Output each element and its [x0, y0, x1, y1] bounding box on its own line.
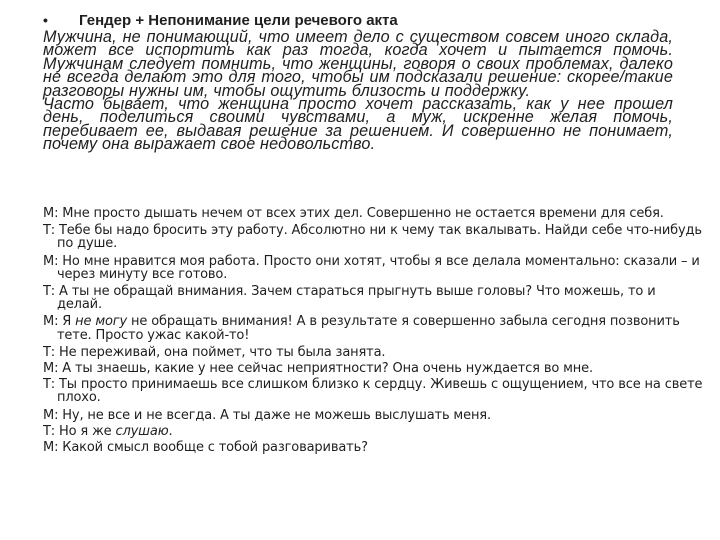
dialogue-line-4: Т: А ты не обращай внимания. Зачем стараться прыгнуть выше головы? Что можешь, то и делай. — [43, 284, 656, 313]
dialogue-line-3: М: Но мне нравится моя работа. Просто они хотят, чтобы я все делала моментально: сказали – и через минуту все готово. — [43, 253, 700, 282]
slide-heading — [43, 12, 398, 29]
dialogue-line-6: Т: Не переживай, она поймет, что ты была занята. — [43, 344, 386, 360]
dialogue-line-10-emphasis: слушаю — [115, 423, 169, 439]
dialogue-line-10-end: . — [168, 423, 173, 439]
dialogue-line-10 — [43, 425, 703, 438]
dialogue-line-11: М: Какой смысл вообще с тобой разговаривать? — [43, 440, 368, 456]
intro-text — [43, 28, 673, 154]
dialogue-line-7: М: А ты знаешь, какие у нее сейчас неприятности? Она очень нуждается во мне. — [43, 361, 593, 377]
bullet-icon: • — [43, 12, 48, 28]
dialogue-line-5-start: М: Я — [43, 314, 76, 330]
dialogue — [43, 207, 703, 458]
dialogue-line-9: М: Ну, не все и не всегда. А ты даже не можешь выслушать меня. — [43, 407, 491, 423]
heading-text: Гендер + Непонимание цели речевого акта — [79, 12, 398, 29]
intro-paragraph-2: Часто бывает, что женщина просто хочет рассказать, как у нее прошел день, поделиться своими чувствами, а муж, искренне желая помочь, перебивает ее, выдавая решение за решением. И совершенно не понимает, почему она выражает свое недовольство. — [43, 95, 673, 154]
dialogue-line-5-end: не обращать внимания! А в результате я совершенно забыла сегодня позвонить тете. Просто ужас какой-то! — [57, 314, 680, 343]
intro-paragraph-1: Мужчина, не понимающий, что имеет дело с существом совсем иного склада, может все испортить как раз тогда, когда хочет и пытается помочь. Мужчинам следует помнить, что женщины, говоря о своих проблемах, далеко не всегда делают это для того, чтобы им подсказали решение: скорее/такие разговоры нужны им, чтобы ощутить близость и поддержку. — [43, 28, 673, 100]
dialogue-line-10-start: Т: Но я же — [43, 423, 116, 439]
dialogue-line-2: Т: Тебе бы надо бросить эту работу. Абсолютно ни к чему так вкалывать. Найди себе что-нибудь по душе. — [43, 223, 702, 252]
dialogue-line-1: М: Мне просто дышать нечем от всех этих дел. Совершенно не остается времени для себя. — [43, 206, 664, 221]
dialogue-line-8: Т: Ты просто принимаешь все слишком близко к сердцу. Живешь с ощущением, что все на свете плохо. — [43, 377, 703, 406]
dialogue-line-5 — [43, 315, 703, 341]
dialogue-line-5-emphasis: не могу — [75, 314, 128, 330]
